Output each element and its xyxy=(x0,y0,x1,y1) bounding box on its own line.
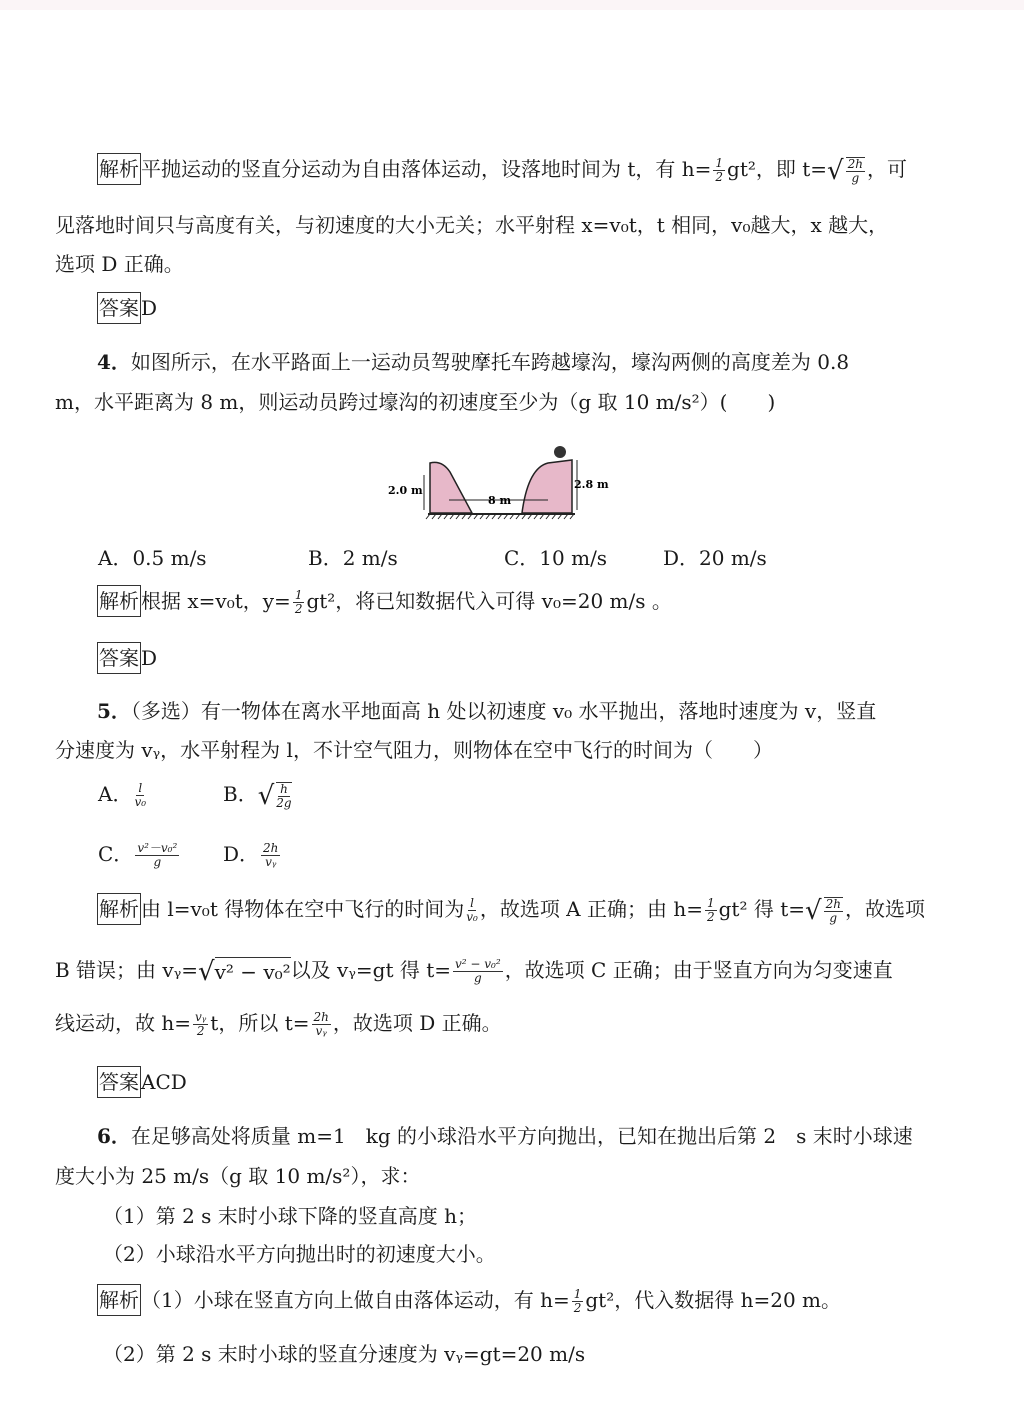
den: v₀ xyxy=(466,910,478,924)
num: 1 xyxy=(573,1287,582,1301)
distance-label: 8 m xyxy=(488,494,512,507)
q6-stem-line1 xyxy=(97,1122,913,1150)
q5-analysis-line3 xyxy=(55,1009,502,1038)
fraction xyxy=(466,897,478,924)
option-b xyxy=(223,780,294,810)
answer-value: ACD xyxy=(141,1070,187,1094)
den: 2 xyxy=(706,910,715,924)
text: gt²，将已知数据代入可得 v₀=20 m/s 。 xyxy=(306,589,672,613)
sqrt: √ $\frac{2h}{g}$ xyxy=(805,895,841,926)
text: gt²，代入数据得 h=20 m。 xyxy=(585,1288,841,1312)
fraction xyxy=(193,1011,208,1038)
q3-analysis-line3: 选项 D 正确。 xyxy=(55,252,184,276)
label: D． xyxy=(223,842,260,866)
num: 1 xyxy=(294,588,303,602)
answer-value: D xyxy=(141,646,158,670)
num: 2h xyxy=(825,896,841,911)
text: ，故选项 D 正确。 xyxy=(332,1011,502,1035)
option-b: B．2 m/s xyxy=(308,546,398,570)
q5-analysis-line1 xyxy=(97,893,925,925)
left-height-label: 2.0 m xyxy=(388,484,423,497)
fraction xyxy=(705,897,717,924)
num: l xyxy=(138,781,143,795)
text: ，故选项 C 正确；由于竖直方向为匀变速直 xyxy=(504,958,893,982)
answer-value: D xyxy=(141,296,158,320)
label: A． xyxy=(98,782,133,806)
motorcycle-icon xyxy=(554,446,566,458)
q5-stem-line2: 分速度为 vᵧ，水平射程为 l，不计空气阻力，则物体在空中飞行的时间为（ ） xyxy=(55,738,773,762)
fraction xyxy=(713,157,725,184)
q6-part2: （2）小球沿水平方向抛出时的初速度大小。 xyxy=(103,1242,496,1266)
text: （1）小球在竖直方向上做自由落体运动，有 h= xyxy=(141,1288,570,1312)
text: 线运动，故 h= xyxy=(55,1011,191,1035)
den: 2 xyxy=(573,1301,582,1315)
radicand: v² − v₀² xyxy=(215,957,291,986)
q4-analysis xyxy=(97,585,672,617)
num: 2h xyxy=(847,156,863,171)
text: ，可 xyxy=(867,157,907,181)
fraction xyxy=(134,782,146,809)
sqrt: √ $\frac{2h}{g}$ xyxy=(827,155,863,186)
text: 根据 x=v₀t，y= xyxy=(141,589,291,613)
num: l xyxy=(470,896,474,910)
q6-part1: （1）第 2 s 末时小球下降的竖直高度 h； xyxy=(103,1204,478,1228)
q6-analysis-line1 xyxy=(97,1284,841,1316)
q4-stem-line1 xyxy=(97,348,849,376)
right-height-label: 2.8 m xyxy=(574,478,609,491)
num: 1 xyxy=(706,896,715,910)
den: 2 xyxy=(196,1024,205,1038)
option-c xyxy=(98,840,181,869)
q4-stem-line2: m，水平距离为 8 m，则运动员跨过壕沟的初速度至少为（g 取 10 m/s²）( ) xyxy=(55,390,776,414)
num: v² − v₀² xyxy=(455,957,501,971)
question-number: 4． xyxy=(97,350,131,374)
fraction xyxy=(572,1288,584,1315)
option-c: C．10 m/s xyxy=(504,546,608,570)
option-d xyxy=(223,840,282,869)
text: （多选）有一物体在离水平地面高 h 处以初速度 v₀ 水平抛出，落地时速度为 v，竖直 xyxy=(130,699,877,723)
answer-label: 答案 xyxy=(97,1066,141,1098)
den: g xyxy=(153,855,162,869)
answer-label: 答案 xyxy=(97,642,141,674)
analysis-label: 解析 xyxy=(97,893,141,925)
sqrt: √ $\frac{h}{2g}$ xyxy=(257,780,292,811)
den: vᵧ xyxy=(315,1024,327,1038)
analysis-label: 解析 xyxy=(97,585,141,617)
num: vᵧ xyxy=(195,1010,207,1024)
text: gt²，即 t= xyxy=(727,157,828,181)
num: v²－v₀² xyxy=(137,841,178,855)
fraction xyxy=(293,589,305,616)
num: 1 xyxy=(715,156,724,170)
analysis-label: 解析 xyxy=(97,1284,141,1316)
text: t，所以 t= xyxy=(210,1011,310,1035)
text: 以及 vᵧ=gt 得 t= xyxy=(290,958,451,982)
fraction xyxy=(261,842,280,869)
text: ，故选项 A 正确；由 h= xyxy=(479,897,703,921)
q3-answer xyxy=(97,292,157,324)
fraction xyxy=(453,958,503,985)
q5-answer xyxy=(97,1066,187,1098)
ditch-figure xyxy=(380,430,620,520)
den: 2 xyxy=(715,170,724,184)
option-d: D．20 m/s xyxy=(663,546,767,570)
text: ，故选项 xyxy=(844,897,925,921)
analysis-label: 解析 xyxy=(97,153,141,185)
option-a: A．0.5 m/s xyxy=(98,546,207,570)
sqrt: √ v² − v₀² xyxy=(198,956,291,987)
text: B 错误；由 vᵧ= xyxy=(55,958,198,982)
num: h xyxy=(280,781,288,796)
question-number: 5． xyxy=(97,699,131,723)
text: 如图所示，在水平路面上一运动员驾驶摩托车跨越壕沟，壕沟两侧的高度差为 0.8 xyxy=(130,350,850,374)
q4-answer xyxy=(97,642,157,674)
q5-analysis-line2 xyxy=(55,956,893,986)
den: g xyxy=(474,971,482,985)
label: B． xyxy=(223,782,258,806)
text: 由 l=v₀t 得物体在空中飞行的时间为 xyxy=(141,897,465,921)
text: 在足够高处将质量 m=1 kg 的小球沿水平方向抛出，已知在抛出后第 2 s 末时小球速 xyxy=(130,1124,913,1148)
question-number: 6． xyxy=(97,1124,131,1148)
den: g xyxy=(851,170,860,185)
den: 2 xyxy=(294,602,303,616)
den: vᵧ xyxy=(265,855,277,869)
den: 2g xyxy=(276,795,292,810)
option-a xyxy=(98,780,148,809)
fraction xyxy=(135,842,179,869)
text: gt² 得 t= xyxy=(718,897,805,921)
q6-analysis-line2: （2）第 2 s 末时小球的竖直分速度为 vᵧ=gt=20 m/s xyxy=(103,1342,586,1366)
top-bar xyxy=(0,0,1024,10)
q3-analysis-line2: 见落地时间只与高度有关，与初速度的大小无关；水平射程 x=v₀t，t 相同，v₀越大，x 越大， xyxy=(55,213,889,237)
q5-stem-line1 xyxy=(97,697,876,725)
den: v₀ xyxy=(134,795,147,809)
answer-label: 答案 xyxy=(97,292,141,324)
num: 2h xyxy=(263,841,279,855)
q6-stem-line2: 度大小为 25 m/s（g 取 10 m/s²），求： xyxy=(55,1164,421,1188)
label: C． xyxy=(98,842,134,866)
fraction xyxy=(312,1011,331,1038)
q3-analysis-line1 xyxy=(97,153,907,185)
text: 平抛运动的竖直分运动为自由落体运动，设落地时间为 t，有 h= xyxy=(141,157,712,181)
den: g xyxy=(829,910,838,925)
num: 2h xyxy=(313,1010,329,1024)
